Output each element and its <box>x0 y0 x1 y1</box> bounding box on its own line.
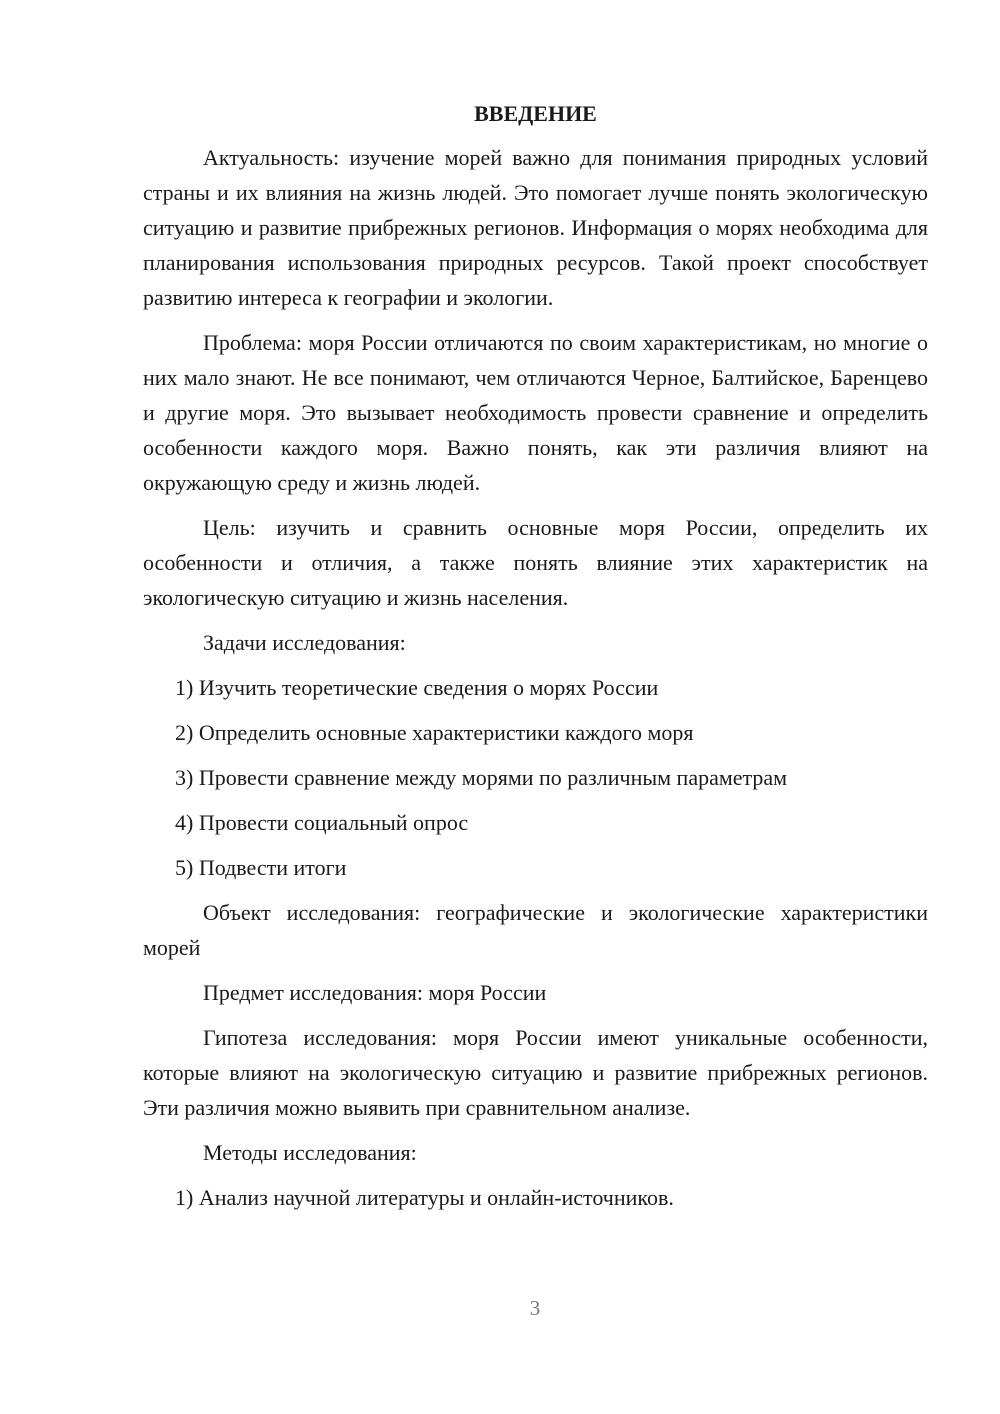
list-item: 2) Определить основные характеристики каждого моря <box>175 720 694 745</box>
list-item: 5) Подвести итоги <box>175 855 347 880</box>
hypothesis-paragraph: Гипотеза исследования: моря России имеют уникальные особенности, которые влияют на экологическую ситуацию и развитие прибрежных регионов. Эти различия можно выявить при сравнительном анализе. <box>143 1025 928 1120</box>
list-item: 1) Изучить теоретические сведения о морях России <box>175 675 659 700</box>
goal-paragraph: Цель: изучить и сравнить основные моря России, определить их особенности и отличия, а также понять влияние этих характеристик на экологическую ситуацию и жизнь населения. <box>143 515 928 610</box>
methods-heading: Методы исследования: <box>203 1140 417 1165</box>
tasks-heading: Задачи исследования: <box>203 630 406 655</box>
tasks-list <box>143 670 928 885</box>
list-item: 1) Анализ научной литературы и онлайн-источников. <box>175 1185 674 1210</box>
relevance-paragraph: Актуальность: изучение морей важно для понимания природных условий страны и их влияния на жизнь людей. Это помогает лучше понять экологическую ситуацию и развитие прибрежных регионов. Информация о морях необходима для планирования использования природных ресурсов. Такой проект способствует развитию интереса к географии и экологии. <box>143 145 928 310</box>
page-number: 3 <box>529 1296 541 1320</box>
list-item: 4) Провести социальный опрос <box>175 810 469 835</box>
methods-list <box>143 1180 928 1215</box>
list-item: 3) Провести сравнение между морями по различным параметрам <box>175 765 788 790</box>
subject-paragraph: Предмет исследования: моря России <box>203 980 547 1005</box>
problem-paragraph: Проблема: моря России отличаются по своим характеристикам, но многие о них мало знают. Не все понимают, чем отличаются Черное, Балтийское, Баренцево и другие моря. Это вызывает необходимость провести сравнение и определить особенности каждого моря. Важно понять, как эти различия влияют на окружающую среду и жизнь людей. <box>143 330 928 495</box>
page-title: ВВЕДЕНИЕ <box>474 101 597 126</box>
document-page <box>143 96 928 1225</box>
object-paragraph: Объект исследования: географические и экологические характеристики морей <box>143 900 928 960</box>
